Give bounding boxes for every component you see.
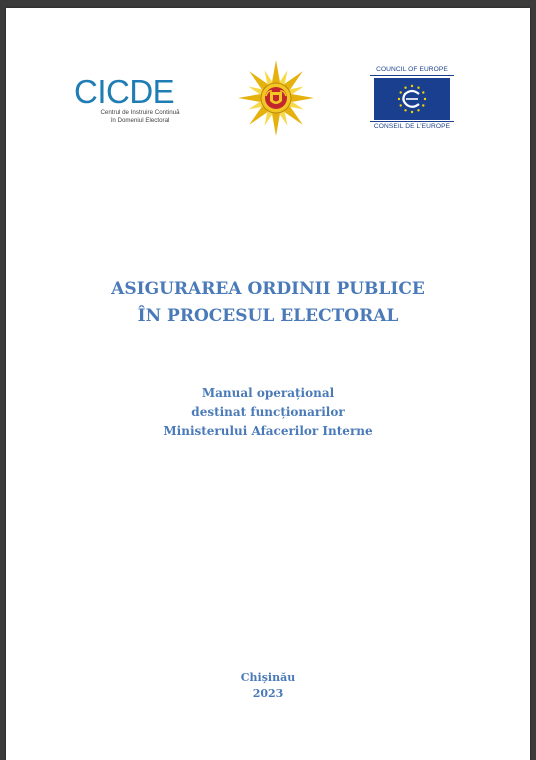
coe-flag-icon [374, 78, 450, 120]
cicde-logo-text: CICDE [74, 73, 175, 110]
mai-star-emblem-icon [236, 58, 316, 138]
footer-city: Chișinău [240, 671, 296, 684]
subtitle-line3: Ministerului Afacerilor Interne [163, 424, 373, 438]
coe-top-text: COUNCIL OF EUROPE [376, 66, 448, 73]
cicde-logo [72, 74, 190, 130]
document-page [6, 8, 530, 760]
cicde-logo-subtitle [90, 109, 190, 124]
council-of-europe-logo [368, 64, 458, 136]
document-title [6, 276, 530, 330]
document-footer [6, 670, 530, 702]
document-subtitle [6, 384, 530, 441]
coe-divider [370, 75, 454, 76]
footer-year: 2023 [252, 687, 284, 700]
subtitle-line1: Manual operațional [201, 386, 335, 400]
coe-bottom-text: CONSEIL DE L'EUROPE [373, 123, 451, 130]
subtitle-line2: destinat funcționarilor [191, 405, 345, 419]
coe-divider [370, 121, 454, 122]
cicde-subtitle-line1: Centrul de Instruire Continuă [100, 109, 180, 116]
title-line1: ASIGURAREA ORDINII PUBLICE [111, 279, 425, 299]
cicde-subtitle-line2: în Domeniul Electoral [110, 116, 170, 124]
title-line2: ÎN PROCESUL ELECTORAL [137, 306, 399, 326]
